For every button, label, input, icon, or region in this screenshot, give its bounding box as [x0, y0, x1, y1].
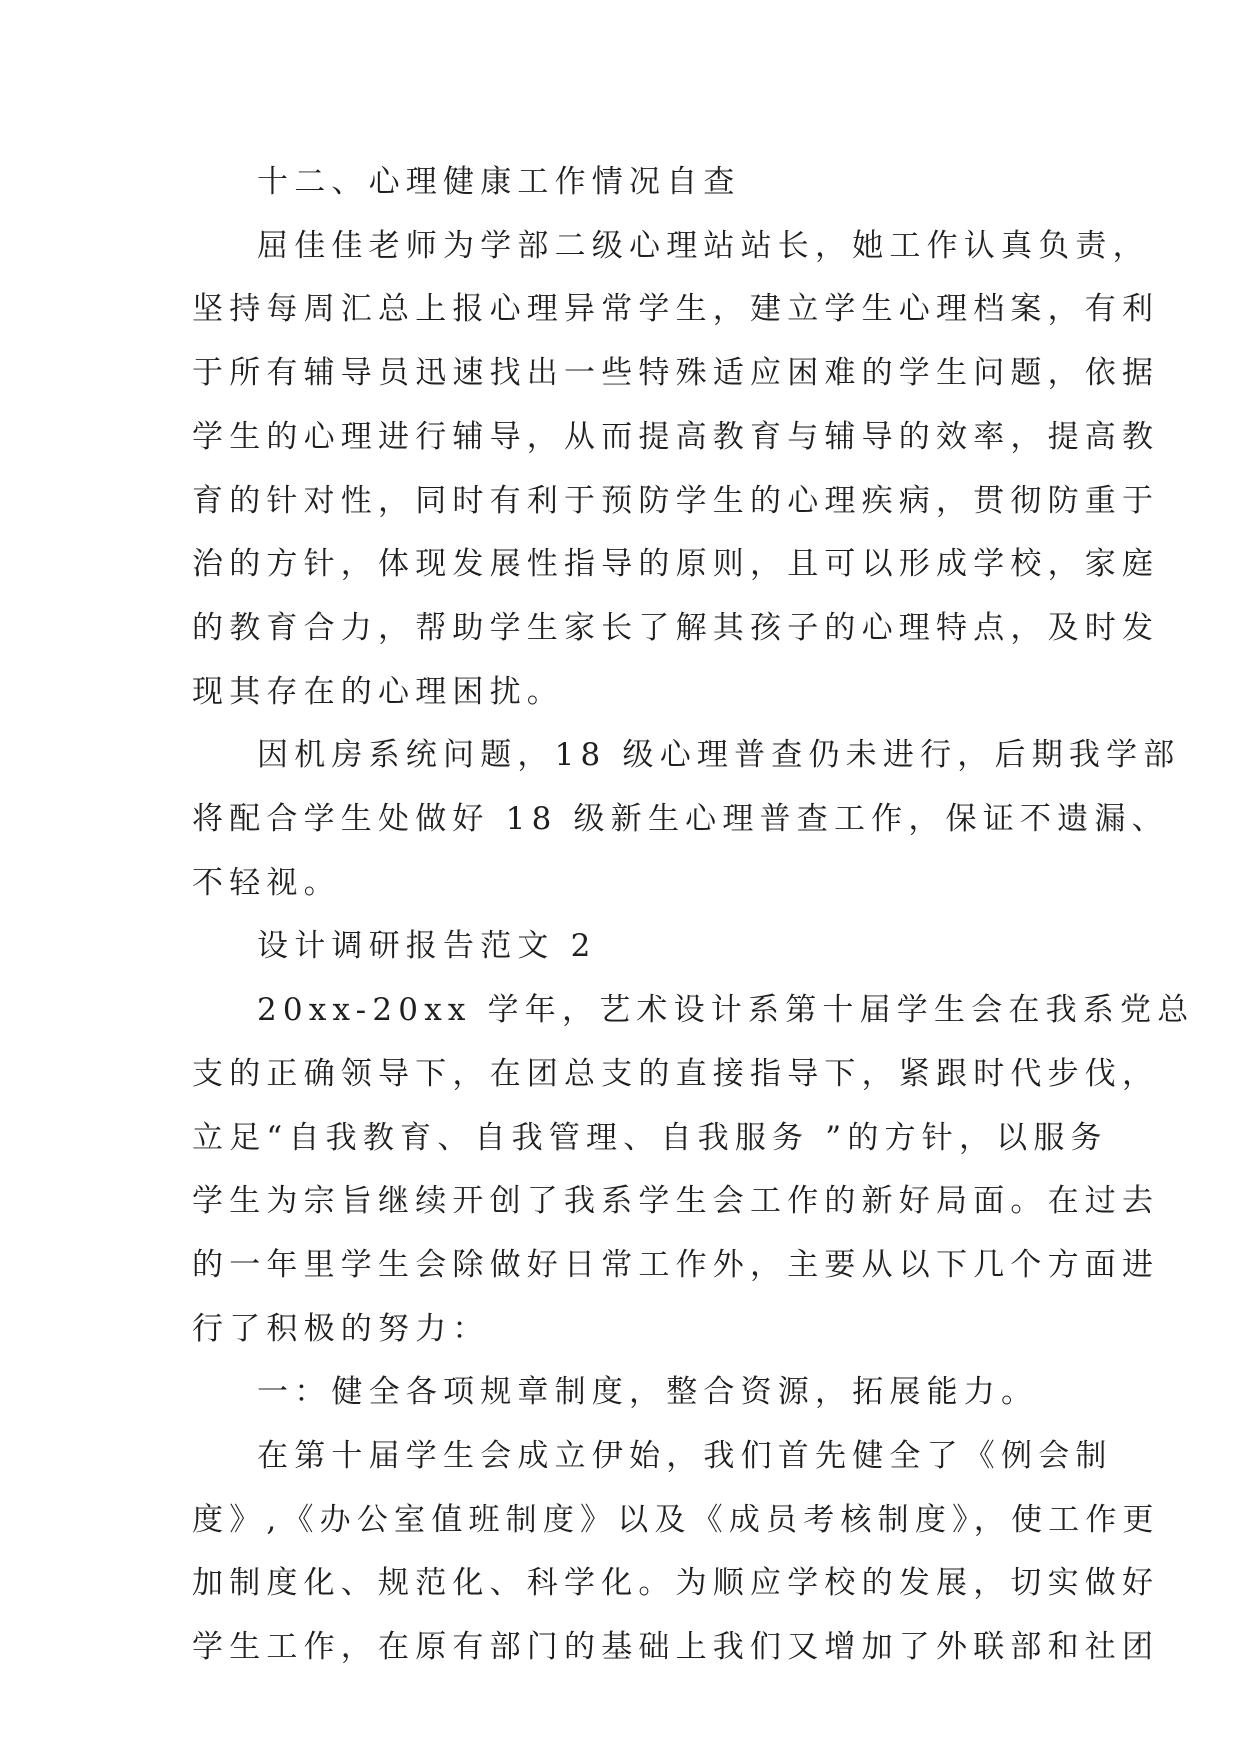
paragraph-line: 的教育合力，帮助学生家长了解其孩子的心理特点，及时发 [192, 610, 1160, 646]
paragraph-line: 加制度化、规范化、科学化。为顺应学校的发展，切实做好 [192, 1565, 1160, 1601]
paragraph-line: 支的正确领导下，在团总支的直接指导下，紧跟时代步伐， [192, 1056, 1160, 1092]
paragraph-line: 行了积极的努力： [192, 1311, 490, 1347]
paragraph-line: 将配合学生处做好 18 级新生心理普查工作，保证不遗漏、 [192, 801, 1169, 837]
paragraph-line: 20xx-20xx 学年，艺术设计系第十届学生会在我系党总 [257, 992, 1195, 1028]
paragraph-line: 的一年里学生会除做好日常工作外，主要从以下几个方面进 [192, 1247, 1160, 1283]
paragraph-line: 现其存在的心理困扰。 [192, 674, 564, 710]
paragraph-line: 于所有辅导员迅速找出一些特殊适应困难的学生问题，依据 [192, 355, 1160, 391]
section-heading: 一：健全各项规章制度，整合资源，拓展能力。 [257, 1374, 1039, 1410]
paragraph-line: 学生工作，在原有部门的基础上我们又增加了外联部和社团 [192, 1629, 1160, 1665]
paragraph-line: 度》,《办公室值班制度》以及《成员考核制度》，使工作更 [192, 1502, 1160, 1538]
paragraph-line: 治的方针，体现发展性指导的原则，且可以形成学校，家庭 [192, 546, 1160, 582]
paragraph-line: 不轻视。 [192, 865, 341, 901]
paragraph-line: 屈佳佳老师为学部二级心理站站长，她工作认真负责， [257, 228, 1150, 264]
paragraph-line: 育的针对性，同时有利于预防学生的心理疾病，贯彻防重于 [192, 483, 1160, 519]
paragraph-line: 在第十届学生会成立伊始，我们首先健全了《例会制 [257, 1438, 1113, 1474]
paragraph-line: 学生的心理进行辅导，从而提高教育与辅导的效率，提高教 [192, 419, 1160, 455]
section-heading: 十二、心理健康工作情况自查 [257, 164, 741, 200]
paragraph-line: 学生为宗旨继续开创了我系学生会工作的新好局面。在过去 [192, 1183, 1160, 1219]
paragraph-line: 坚持每周汇总上报心理异常学生，建立学生心理档案，有利 [192, 291, 1160, 327]
section-heading: 设计调研报告范文 2 [257, 928, 597, 964]
paragraph-line: 因机房系统问题，18 级心理普查仍未进行，后期我学部 [257, 737, 1181, 773]
paragraph-line: 立足“自我教育、自我管理、自我服务 ”的方针，以服务 [192, 1120, 1108, 1156]
